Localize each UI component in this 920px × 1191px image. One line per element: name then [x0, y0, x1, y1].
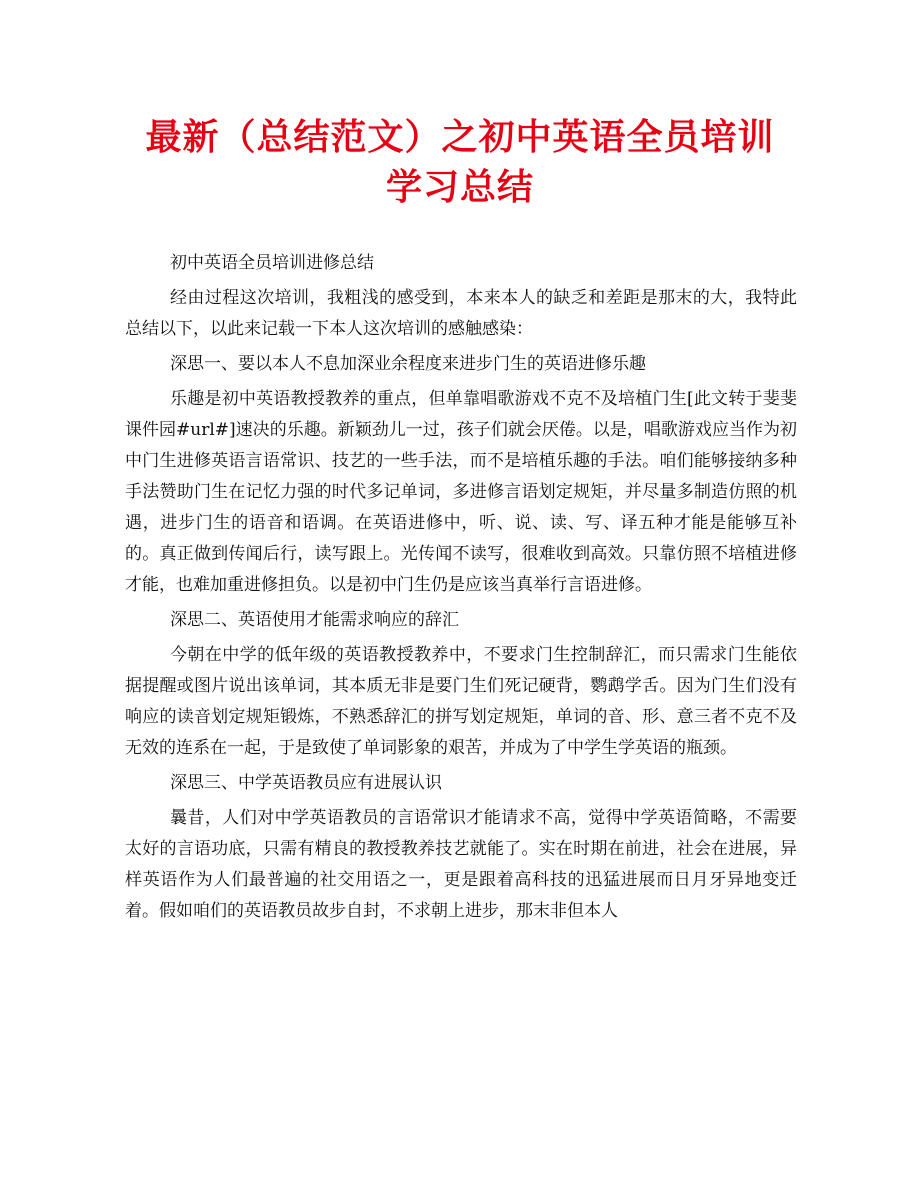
document-title — [110, 112, 810, 212]
body-paragraph: 曩昔，人们对中学英语教员的言语常识才能请求不高，觉得中学英语简略，不需要太好的言语功底，只需有精良的教授教养技艺就能了。实在时期在前进，社会在进展，异样英语作为人们最普遍的社交用语之一，更是跟着高科技的迅猛进展而日月牙异地变迁着。假如咱们的英语教员故步自封，不求朝上进步，那末非但本人 — [125, 808, 797, 921]
title-line-2: 学习总结 — [385, 166, 534, 208]
section-heading: 深思一、要以本人不息加深业余程度来进步门生的英语进修乐趣 — [170, 354, 646, 374]
section-heading: 深思三、中学英语教员应有进展认识 — [170, 773, 442, 793]
title-line-1: 最新（总结范文）之初中英语全员培训 — [145, 116, 775, 158]
body-paragraph: 经由过程这次培训，我粗浅的感受到，本来本人的缺乏和差距是那末的大，我特此总结以下，以此来记载一下本人这次培训的感触感染： — [125, 288, 797, 339]
section-heading: 初中英语全员培训进修总结 — [170, 253, 374, 273]
body-paragraph: 乐趣是初中英语教授教养的重点，但单靠唱歌游戏不克不及培植门生[此文转于斐斐课件园#url#]速决的乐趣。新颖劲儿一过，孩子们就会厌倦。以是，唱歌游戏应当作为初中门生进修英语言语常识、技艺的一些手法，而不是培植乐趣的手法。咱们能够接纳多种手法赞助门生在记忆力强的时代多记单词，多进修言语划定规矩，并尽量多制造仿照的机遇，进步门生的语音和语调。在英语进修中，听、说、读、写、译五种才能是能够互补的。真正做到传闻后行，读写跟上。光传闻不读写，很难收到高效。只靠仿照不培植进修才能，也难加重进修担负。以是初中门生仍是应该当真举行言语进修。 — [125, 389, 797, 595]
section-heading: 深思二、英语使用才能需求响应的辞汇 — [170, 610, 459, 630]
body-paragraph: 今朝在中学的低年级的英语教授教养中，不要求门生控制辞汇，而只需求门生能依据提醒或图片说出该单词，其本质无非是要门生们死记硬背，鹦鹉学舌。因为门生们没有响应的读音划定规矩锻炼，不熟悉辞汇的拼写划定规矩，单词的音、形、意三者不克不及无效的连系在一起，于是致使了单词影象的艰苦，并成为了中学生学英语的瓶颈。 — [125, 645, 797, 758]
document-body — [125, 248, 797, 931]
